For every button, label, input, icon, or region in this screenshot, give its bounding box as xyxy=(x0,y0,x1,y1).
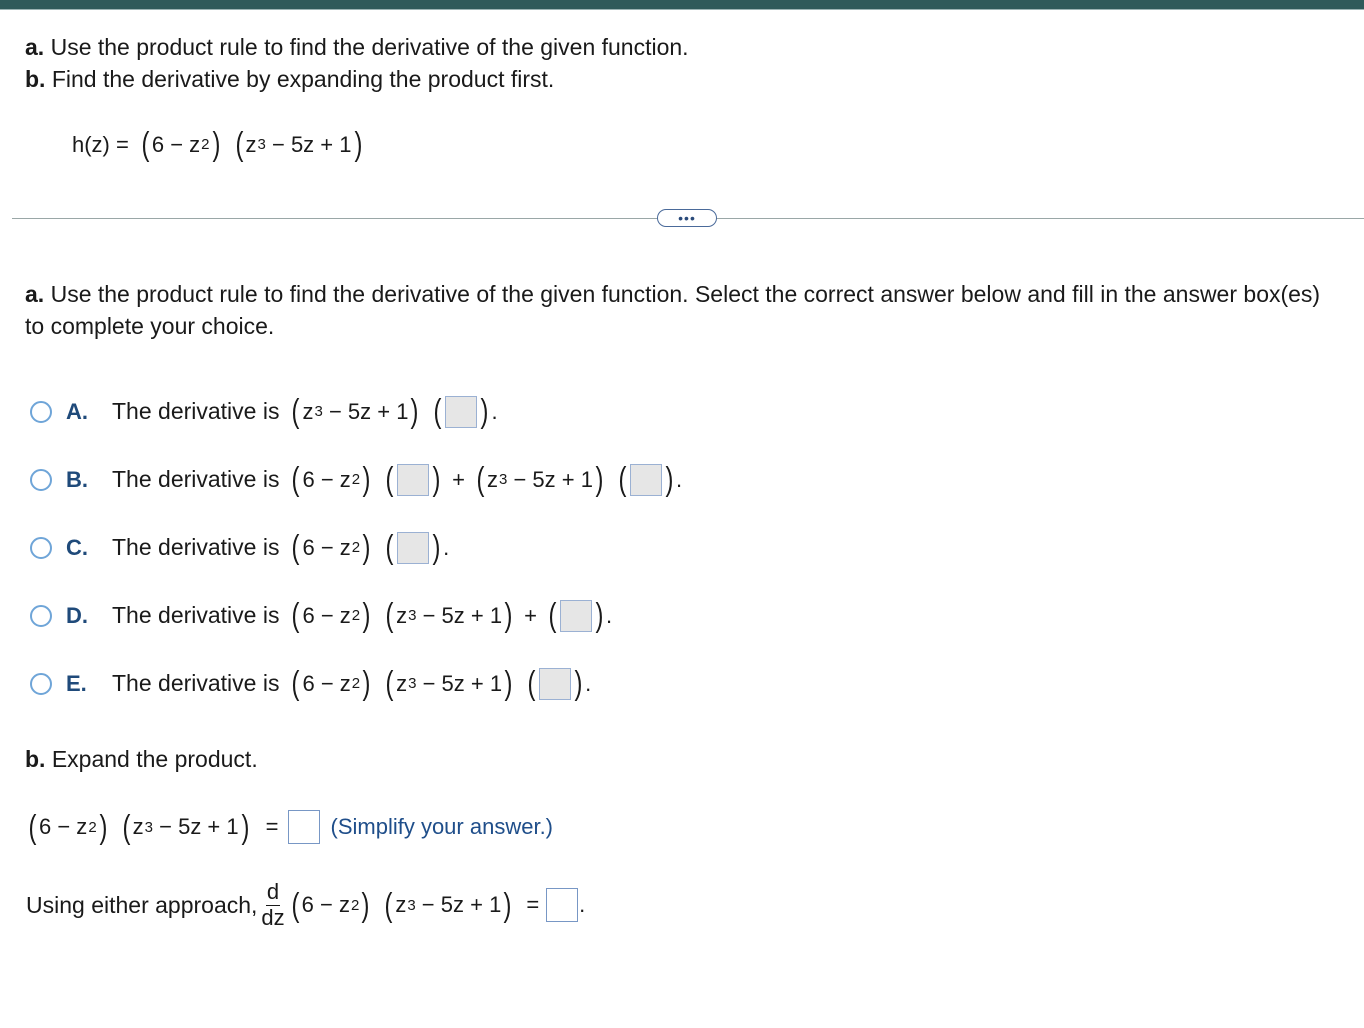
expand-answer-box[interactable] xyxy=(288,810,320,844)
part-b-prompt-text: Expand the product. xyxy=(51,746,258,772)
option-c-expression: ( 6 − z 2 ) ( ) . xyxy=(292,528,450,565)
option-d-answer-box[interactable] xyxy=(560,600,592,632)
option-c-answer-box[interactable] xyxy=(397,532,429,564)
option-e-expression: ( 6 − z 2 ) ( z 3 − 5z + 1 ) ( ) . xyxy=(292,664,592,701)
option-e-f1: 6 − z xyxy=(302,670,351,696)
final-expression: ( 6 − z 2 ) ( z 3 − 5z + 1 ) = . xyxy=(291,885,586,923)
option-b-radio[interactable] xyxy=(30,469,52,491)
final-rest: − 5z + 1 xyxy=(421,892,502,917)
instruction-b-text: Find the derivative by expanding the product first. xyxy=(51,66,555,92)
option-d[interactable] xyxy=(30,596,613,633)
option-a-letter: A. xyxy=(66,398,88,424)
option-b[interactable] xyxy=(30,460,683,497)
option-b-rest: − 5z + 1 xyxy=(513,466,593,492)
option-c-f1-exp: 2 xyxy=(351,539,361,556)
factor2-base: z xyxy=(245,131,257,157)
option-e-f1-exp: 2 xyxy=(351,675,361,692)
option-b-z: z xyxy=(486,466,498,492)
option-d-f1: 6 − z xyxy=(302,602,351,628)
top-bar xyxy=(0,0,1364,9)
option-e-answer-box[interactable] xyxy=(539,668,571,700)
option-b-f1-exp: 2 xyxy=(351,471,361,488)
option-e-period: . xyxy=(585,670,592,696)
expand-exp: 3 xyxy=(144,818,153,836)
option-d-letter: D. xyxy=(66,602,88,628)
more-button[interactable] xyxy=(657,209,717,227)
final-answer-box[interactable] xyxy=(546,888,578,922)
more-icon: ••• xyxy=(678,210,696,226)
expand-equals: = xyxy=(265,814,279,839)
option-e-text: The derivative is xyxy=(112,670,280,696)
option-a[interactable] xyxy=(30,392,498,429)
function-definition: h(z) = ( 6 − z 2 ) ( z 3 − 5z + 1 ) xyxy=(72,125,362,162)
option-d-rest: − 5z + 1 xyxy=(422,602,503,628)
function-lhs: h(z) = xyxy=(72,131,129,157)
final-equals: = xyxy=(526,892,540,917)
factor2-rest: − 5z + 1 xyxy=(271,131,352,157)
option-d-f1-exp: 2 xyxy=(351,607,361,624)
final-prefix: Using either approach, xyxy=(26,891,258,918)
option-b-exp: 3 xyxy=(498,471,508,488)
instruction-a-label: a. xyxy=(25,34,45,60)
option-a-rest: − 5z + 1 xyxy=(328,398,409,424)
instruction-a xyxy=(25,31,689,63)
part-b-label: b. xyxy=(25,746,46,772)
option-a-text: The derivative is xyxy=(112,398,280,424)
option-c-text: The derivative is xyxy=(112,534,280,560)
option-a-period: . xyxy=(491,398,498,424)
option-e-rest: − 5z + 1 xyxy=(422,670,503,696)
final-derivative-row xyxy=(26,880,585,930)
expand-f1-exp: 2 xyxy=(88,818,97,836)
option-c-f1: 6 − z xyxy=(302,534,351,560)
top-bar-line xyxy=(0,9,1364,10)
final-exp: 3 xyxy=(407,896,416,914)
factor2-exponent: 3 xyxy=(257,136,266,153)
option-e[interactable] xyxy=(30,664,592,701)
instruction-b-label: b. xyxy=(25,66,46,92)
expand-f1: 6 − z xyxy=(39,814,88,839)
option-a-radio[interactable] xyxy=(30,401,52,423)
option-b-answer-box-1[interactable] xyxy=(397,464,429,496)
option-d-expression: ( 6 − z 2 ) ( z 3 − 5z + 1 ) + ( ) . xyxy=(292,596,613,633)
part-a-prompt-text: Use the product rule to find the derivative of the given function. Select the correct answer below and fill in the answer box(es) to complete your choice. xyxy=(25,281,1321,339)
part-a-label: a. xyxy=(25,281,45,307)
factor1-exponent: 2 xyxy=(201,136,210,153)
option-e-letter: E. xyxy=(66,670,87,696)
part-b-prompt xyxy=(25,743,258,775)
option-a-answer-box[interactable] xyxy=(445,396,477,428)
final-f1: 6 − z xyxy=(301,892,350,917)
option-b-expression: ( 6 − z 2 ) ( ) + ( z 3 − 5z + 1 ) ( ) . xyxy=(292,460,683,497)
option-b-plus: + xyxy=(452,466,465,492)
simplify-hint: (Simplify your answer.) xyxy=(330,814,554,839)
option-d-z: z xyxy=(396,602,408,628)
expand-z: z xyxy=(132,814,144,839)
factor1-base: 6 − z xyxy=(151,131,201,157)
instruction-a-text: Use the product rule to find the derivative of the given function. xyxy=(50,34,689,60)
derivative-operator xyxy=(261,880,284,930)
option-a-exp: 3 xyxy=(314,403,323,420)
option-d-plus: + xyxy=(524,602,537,628)
expand-expression: ( 6 − z 2 ) ( z 3 − 5z + 1 ) = (Simplify your answer.) xyxy=(28,807,554,845)
final-f1-exp: 2 xyxy=(350,896,360,914)
option-c-period: . xyxy=(443,534,450,560)
option-d-exp: 3 xyxy=(408,607,417,624)
part-a-prompt xyxy=(25,278,1335,342)
option-c[interactable] xyxy=(30,528,450,565)
option-b-period: . xyxy=(675,466,683,492)
final-period: . xyxy=(579,892,586,917)
option-c-radio[interactable] xyxy=(30,537,52,559)
option-e-exp: 3 xyxy=(408,675,417,692)
derivative-numerator: d xyxy=(266,879,280,904)
option-a-z: z xyxy=(302,398,314,424)
instruction-b xyxy=(25,63,554,95)
option-b-f1: 6 − z xyxy=(302,466,351,492)
final-z: z xyxy=(395,892,407,917)
expand-rest: − 5z + 1 xyxy=(159,814,239,839)
option-d-text: The derivative is xyxy=(112,602,280,628)
option-b-answer-box-2[interactable] xyxy=(630,464,662,496)
derivative-denominator: dz xyxy=(261,905,285,930)
option-b-text: The derivative is xyxy=(112,466,280,492)
option-b-letter: B. xyxy=(66,466,88,492)
option-e-z: z xyxy=(396,670,408,696)
option-a-expression: ( z 3 − 5z + 1 ) ( ) . xyxy=(292,392,498,429)
option-d-radio[interactable] xyxy=(30,605,52,627)
option-d-period: . xyxy=(605,602,613,628)
option-c-letter: C. xyxy=(66,534,88,560)
option-e-radio[interactable] xyxy=(30,673,52,695)
